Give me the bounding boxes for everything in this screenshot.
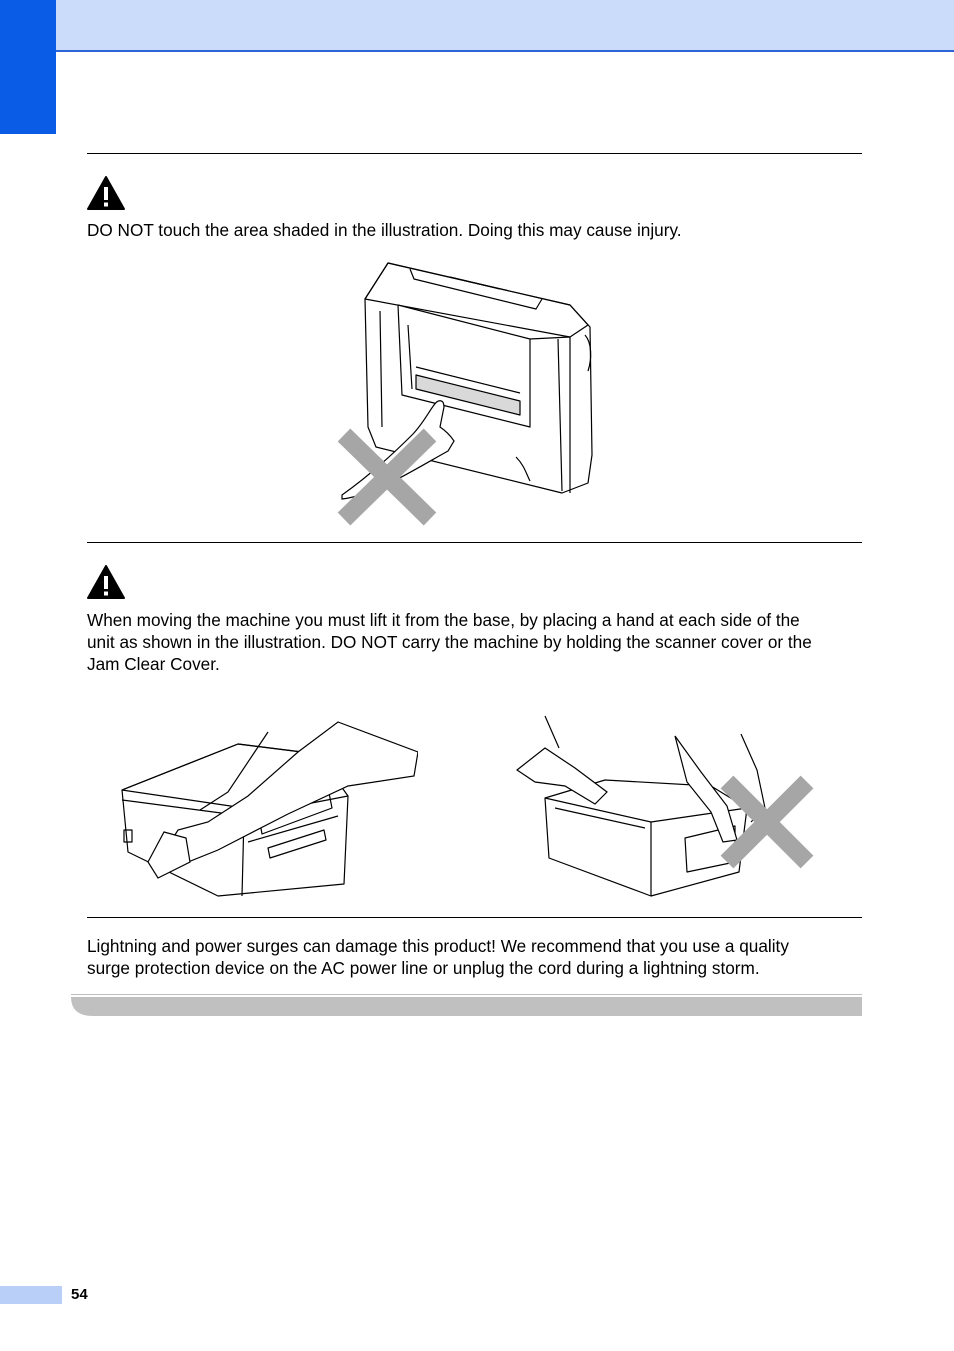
- illustration-correct-lifting: [118, 712, 418, 902]
- illustration-incorrect-lifting: [515, 712, 820, 902]
- header-band: [0, 0, 954, 52]
- warning-text-1: DO NOT touch the area shaded in the illustration. Doing this may cause injury.: [87, 220, 682, 240]
- page-number-tab: [0, 1286, 62, 1304]
- divider: [87, 542, 862, 543]
- divider: [87, 153, 862, 154]
- warning-icon: [86, 175, 126, 211]
- page-number: 54: [71, 1286, 88, 1303]
- illustration-printer-interior: [330, 255, 600, 530]
- note-text: Lightning and power surges can damage this product! We recommend that you use a quality surge protection device on the AC power line or unplug the cord during a lightning storm.: [87, 936, 789, 978]
- warning-text-2: When moving the machine you must lift it from the base, by placing a hand at each side of the unit as shown in the illustration. DO NOT carry the machine by holding the scanner cover or the Jam Clear Cover.: [87, 610, 812, 674]
- divider: [87, 917, 862, 918]
- chapter-tab: [0, 0, 56, 134]
- section-end-bar: [71, 994, 862, 1016]
- warning-icon: [86, 564, 126, 600]
